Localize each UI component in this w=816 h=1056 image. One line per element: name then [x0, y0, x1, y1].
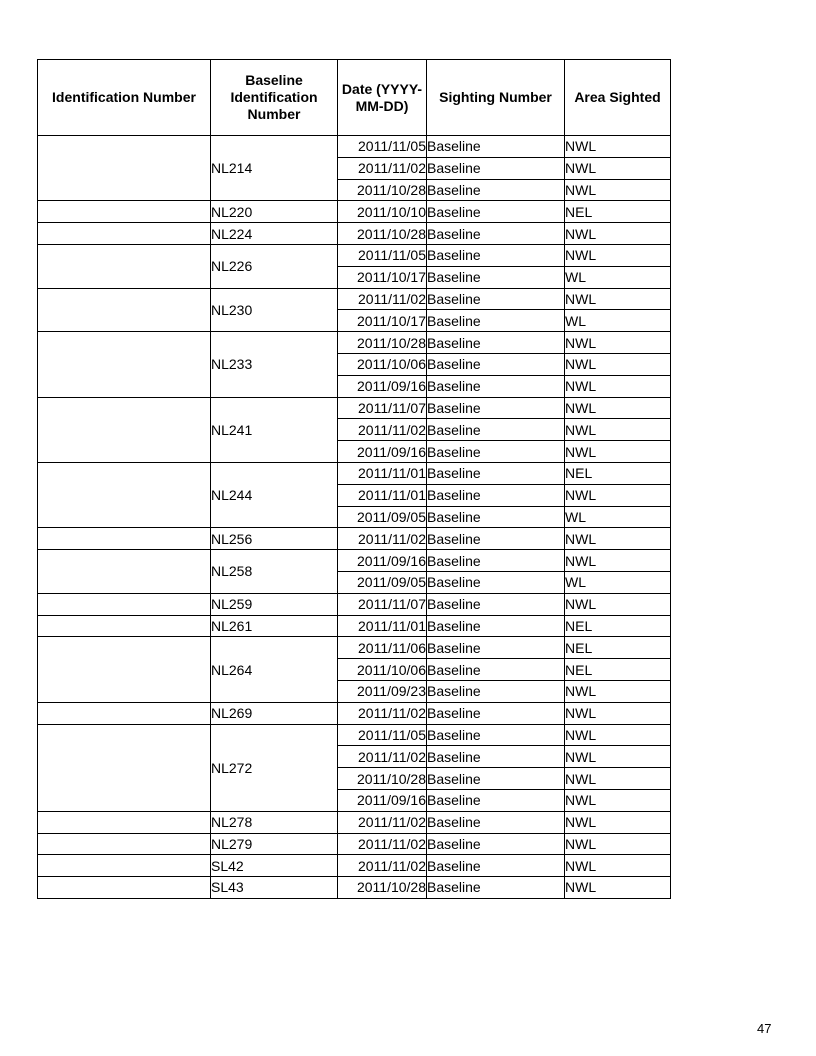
identification-number-cell	[38, 855, 211, 877]
date-cell: 2011/10/28	[338, 877, 427, 899]
area-sighted-cell: NWL	[565, 789, 671, 811]
table-row	[38, 811, 671, 833]
identification-number-cell	[38, 332, 211, 397]
area-sighted-cell: WL	[565, 266, 671, 288]
table-row	[38, 397, 671, 419]
sighting-number-cell: Baseline	[427, 179, 565, 201]
date-cell: 2011/11/05	[338, 136, 427, 158]
sighting-number-cell: Baseline	[427, 244, 565, 266]
area-sighted-cell: NEL	[565, 462, 671, 484]
sighting-number-cell: Baseline	[427, 201, 565, 223]
baseline-id-cell: NL279	[211, 833, 338, 855]
area-sighted-cell: NWL	[565, 811, 671, 833]
sighting-number-cell: Baseline	[427, 789, 565, 811]
area-sighted-cell: NWL	[565, 332, 671, 354]
baseline-id-cell: NL230	[211, 288, 338, 332]
area-sighted-cell: NWL	[565, 484, 671, 506]
table-row	[38, 702, 671, 724]
area-sighted-cell: NWL	[565, 136, 671, 158]
date-cell: 2011/11/06	[338, 637, 427, 659]
table-row	[38, 201, 671, 223]
header-area-sighted: Area Sighted	[565, 60, 671, 136]
area-sighted-cell: NEL	[565, 659, 671, 681]
sighting-number-cell: Baseline	[427, 680, 565, 702]
header-sighting-number: Sighting Number	[427, 60, 565, 136]
table-row	[38, 136, 671, 158]
sighting-number-cell: Baseline	[427, 310, 565, 332]
baseline-id-cell: NL241	[211, 397, 338, 462]
baseline-id-cell: NL264	[211, 637, 338, 702]
sightings-table	[37, 59, 671, 899]
identification-number-cell	[38, 637, 211, 702]
baseline-id-cell: NL224	[211, 223, 338, 245]
date-cell: 2011/11/01	[338, 615, 427, 637]
area-sighted-cell: NWL	[565, 179, 671, 201]
baseline-id-cell: NL214	[211, 136, 338, 201]
date-cell: 2011/11/02	[338, 288, 427, 310]
sighting-number-cell: Baseline	[427, 593, 565, 615]
table-row	[38, 288, 671, 310]
area-sighted-cell: NWL	[565, 419, 671, 441]
sighting-number-cell: Baseline	[427, 637, 565, 659]
date-cell: 2011/11/02	[338, 811, 427, 833]
header-baseline-identification-number: Baseline Identification Number	[211, 60, 338, 136]
date-cell: 2011/11/02	[338, 702, 427, 724]
sighting-number-cell: Baseline	[427, 419, 565, 441]
identification-number-cell	[38, 201, 211, 223]
area-sighted-cell: NWL	[565, 441, 671, 463]
date-cell: 2011/09/16	[338, 789, 427, 811]
sighting-number-cell: Baseline	[427, 288, 565, 310]
date-cell: 2011/10/06	[338, 353, 427, 375]
table-body	[38, 136, 671, 899]
date-cell: 2011/11/02	[338, 157, 427, 179]
header-date: Date (YYYY-MM-DD)	[338, 60, 427, 136]
date-cell: 2011/11/05	[338, 724, 427, 746]
date-cell: 2011/09/16	[338, 375, 427, 397]
sighting-number-cell: Baseline	[427, 768, 565, 790]
area-sighted-cell: NWL	[565, 528, 671, 550]
baseline-id-cell: SL43	[211, 877, 338, 899]
area-sighted-cell: NWL	[565, 855, 671, 877]
date-cell: 2011/10/28	[338, 223, 427, 245]
area-sighted-cell: NWL	[565, 223, 671, 245]
date-cell: 2011/11/02	[338, 855, 427, 877]
area-sighted-cell: WL	[565, 506, 671, 528]
area-sighted-cell: NEL	[565, 637, 671, 659]
identification-number-cell	[38, 724, 211, 811]
sighting-number-cell: Baseline	[427, 702, 565, 724]
table-row	[38, 855, 671, 877]
identification-number-cell	[38, 877, 211, 899]
sighting-number-cell: Baseline	[427, 375, 565, 397]
table-row	[38, 332, 671, 354]
date-cell: 2011/11/02	[338, 528, 427, 550]
area-sighted-cell: NEL	[565, 201, 671, 223]
sighting-number-cell: Baseline	[427, 397, 565, 419]
identification-number-cell	[38, 528, 211, 550]
sighting-number-cell: Baseline	[427, 550, 565, 572]
area-sighted-cell: NWL	[565, 550, 671, 572]
sighting-number-cell: Baseline	[427, 441, 565, 463]
date-cell: 2011/09/16	[338, 550, 427, 572]
table-row	[38, 637, 671, 659]
area-sighted-cell: NWL	[565, 375, 671, 397]
date-cell: 2011/11/02	[338, 746, 427, 768]
sighting-number-cell: Baseline	[427, 659, 565, 681]
identification-number-cell	[38, 811, 211, 833]
sighting-number-cell: Baseline	[427, 332, 565, 354]
identification-number-cell	[38, 397, 211, 462]
sighting-number-cell: Baseline	[427, 506, 565, 528]
identification-number-cell	[38, 833, 211, 855]
baseline-id-cell: NL226	[211, 244, 338, 288]
sighting-number-cell: Baseline	[427, 811, 565, 833]
table-row	[38, 244, 671, 266]
date-cell: 2011/10/17	[338, 266, 427, 288]
baseline-id-cell: NL261	[211, 615, 338, 637]
area-sighted-cell: NWL	[565, 768, 671, 790]
baseline-id-cell: NL233	[211, 332, 338, 397]
sighting-number-cell: Baseline	[427, 223, 565, 245]
date-cell: 2011/11/02	[338, 419, 427, 441]
header-row	[38, 60, 671, 136]
table-row	[38, 724, 671, 746]
sighting-number-cell: Baseline	[427, 484, 565, 506]
baseline-id-cell: NL278	[211, 811, 338, 833]
identification-number-cell	[38, 593, 211, 615]
sighting-number-cell: Baseline	[427, 353, 565, 375]
sighting-number-cell: Baseline	[427, 266, 565, 288]
area-sighted-cell: NWL	[565, 288, 671, 310]
area-sighted-cell: NWL	[565, 833, 671, 855]
sighting-number-cell: Baseline	[427, 136, 565, 158]
identification-number-cell	[38, 702, 211, 724]
date-cell: 2011/11/01	[338, 462, 427, 484]
sighting-number-cell: Baseline	[427, 724, 565, 746]
sighting-number-cell: Baseline	[427, 746, 565, 768]
date-cell: 2011/10/06	[338, 659, 427, 681]
table-row	[38, 615, 671, 637]
identification-number-cell	[38, 615, 211, 637]
sighting-number-cell: Baseline	[427, 571, 565, 593]
table-row	[38, 550, 671, 572]
identification-number-cell	[38, 288, 211, 332]
baseline-id-cell: NL244	[211, 462, 338, 527]
area-sighted-cell: NWL	[565, 746, 671, 768]
date-cell: 2011/10/28	[338, 332, 427, 354]
area-sighted-cell: NWL	[565, 680, 671, 702]
table-row	[38, 593, 671, 615]
identification-number-cell	[38, 136, 211, 201]
date-cell: 2011/10/28	[338, 179, 427, 201]
area-sighted-cell: NWL	[565, 593, 671, 615]
table-row	[38, 462, 671, 484]
baseline-id-cell: NL272	[211, 724, 338, 811]
area-sighted-cell: NEL	[565, 615, 671, 637]
date-cell: 2011/10/17	[338, 310, 427, 332]
area-sighted-cell: NWL	[565, 353, 671, 375]
date-cell: 2011/09/23	[338, 680, 427, 702]
baseline-id-cell: NL220	[211, 201, 338, 223]
date-cell: 2011/09/05	[338, 506, 427, 528]
sighting-number-cell: Baseline	[427, 855, 565, 877]
area-sighted-cell: WL	[565, 571, 671, 593]
date-cell: 2011/11/05	[338, 244, 427, 266]
sighting-number-cell: Baseline	[427, 615, 565, 637]
identification-number-cell	[38, 550, 211, 594]
baseline-id-cell: NL269	[211, 702, 338, 724]
identification-number-cell	[38, 244, 211, 288]
date-cell: 2011/11/02	[338, 833, 427, 855]
date-cell: 2011/09/05	[338, 571, 427, 593]
area-sighted-cell: NWL	[565, 244, 671, 266]
table-row	[38, 223, 671, 245]
sighting-number-cell: Baseline	[427, 833, 565, 855]
area-sighted-cell: NWL	[565, 877, 671, 899]
table-row	[38, 877, 671, 899]
area-sighted-cell: NWL	[565, 702, 671, 724]
area-sighted-cell: NWL	[565, 397, 671, 419]
baseline-id-cell: SL42	[211, 855, 338, 877]
identification-number-cell	[38, 223, 211, 245]
date-cell: 2011/11/01	[338, 484, 427, 506]
area-sighted-cell: NWL	[565, 157, 671, 179]
table-header	[38, 60, 671, 136]
baseline-id-cell: NL256	[211, 528, 338, 550]
page-number: 47	[757, 1021, 772, 1036]
sighting-number-cell: Baseline	[427, 462, 565, 484]
date-cell: 2011/11/07	[338, 593, 427, 615]
table-row	[38, 528, 671, 550]
table-row	[38, 833, 671, 855]
baseline-id-cell: NL259	[211, 593, 338, 615]
date-cell: 2011/10/28	[338, 768, 427, 790]
date-cell: 2011/11/07	[338, 397, 427, 419]
header-identification-number: Identification Number	[38, 60, 211, 136]
sighting-number-cell: Baseline	[427, 528, 565, 550]
baseline-id-cell: NL258	[211, 550, 338, 594]
date-cell: 2011/09/16	[338, 441, 427, 463]
sighting-number-cell: Baseline	[427, 877, 565, 899]
identification-number-cell	[38, 462, 211, 527]
date-cell: 2011/10/10	[338, 201, 427, 223]
sighting-number-cell: Baseline	[427, 157, 565, 179]
area-sighted-cell: WL	[565, 310, 671, 332]
area-sighted-cell: NWL	[565, 724, 671, 746]
